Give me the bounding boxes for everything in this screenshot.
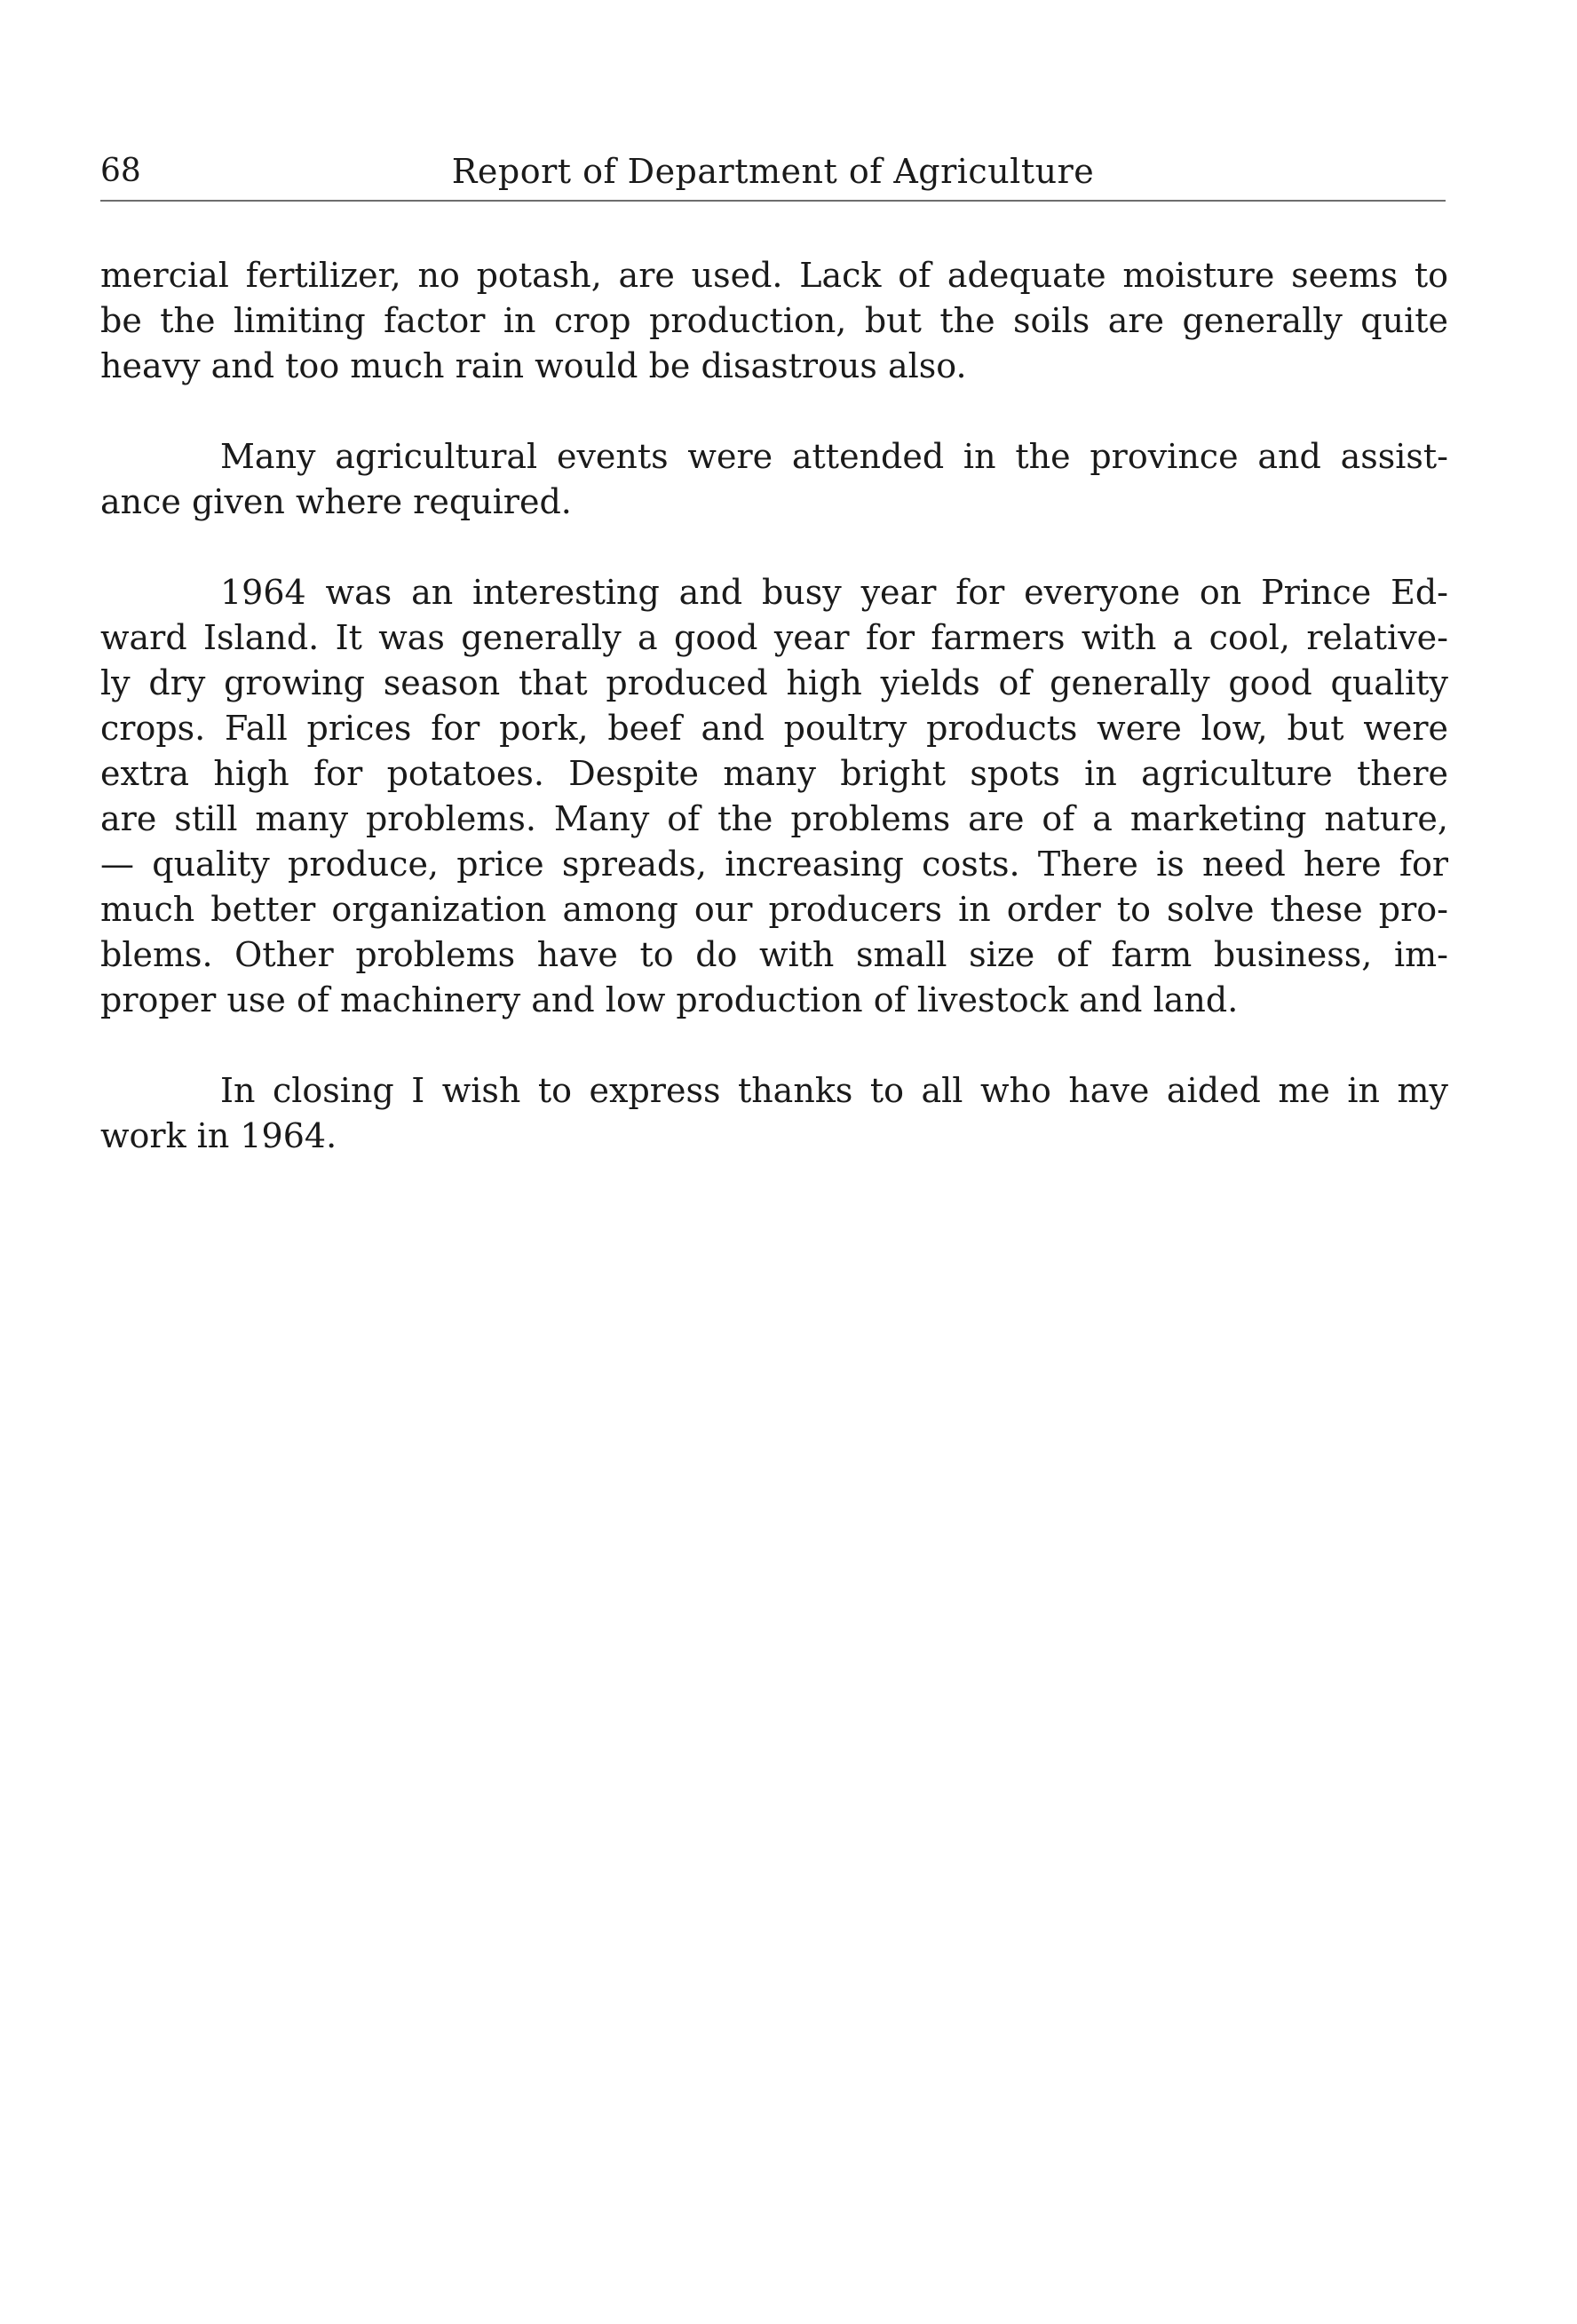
running-head: Report of Department of Agriculture	[451, 152, 1095, 191]
paragraph-4	[100, 1068, 1448, 1159]
text-line: Many agricultural events were attended in the province and assist-	[220, 437, 1448, 476]
page-header	[100, 149, 1446, 194]
text-line: ward Island. It was generally a good year for farmers with a cool, relative-	[100, 618, 1448, 657]
text-line: extra high for potatoes. Despite many bright spots in agriculture there	[100, 754, 1448, 793]
text-line: crops. Fall prices for pork, beef and poultry products were low, but were	[100, 709, 1448, 748]
text-line: heavy and too much rain would be disastrous also.	[100, 346, 967, 385]
text-line: blems. Other problems have to do with small size of farm business, im-	[100, 935, 1448, 974]
page-number: 68	[100, 153, 141, 189]
paragraph-1	[100, 253, 1448, 389]
text-line: work in 1964.	[100, 1116, 337, 1155]
text-line: proper use of machinery and low production of livestock and land.	[100, 980, 1239, 1019]
body-text	[100, 253, 1448, 1159]
text-line: mercial fertilizer, no potash, are used. Lack of adequate moisture seems to	[100, 256, 1448, 295]
text-line: be the limiting factor in crop production, but the soils are generally quite	[100, 301, 1448, 340]
text-line: much better organization among our producers in order to solve these pro-	[100, 890, 1448, 929]
text-line: 1964 was an interesting and busy year for everyone on Prince Ed-	[220, 573, 1448, 612]
text-line: are still many problems. Many of the problems are of a marketing nature,	[100, 799, 1448, 838]
paragraph-3	[100, 570, 1448, 1023]
text-line: ly dry growing season that produced high yields of generally good quality	[100, 663, 1448, 702]
paragraph-2	[100, 434, 1448, 525]
header-rule	[100, 200, 1446, 202]
text-line: ance given where required.	[100, 482, 572, 521]
text-line: — quality produce, price spreads, increasing costs. There is need here for	[100, 845, 1448, 884]
text-line: In closing I wish to express thanks to all who have aided me in my	[220, 1071, 1448, 1110]
